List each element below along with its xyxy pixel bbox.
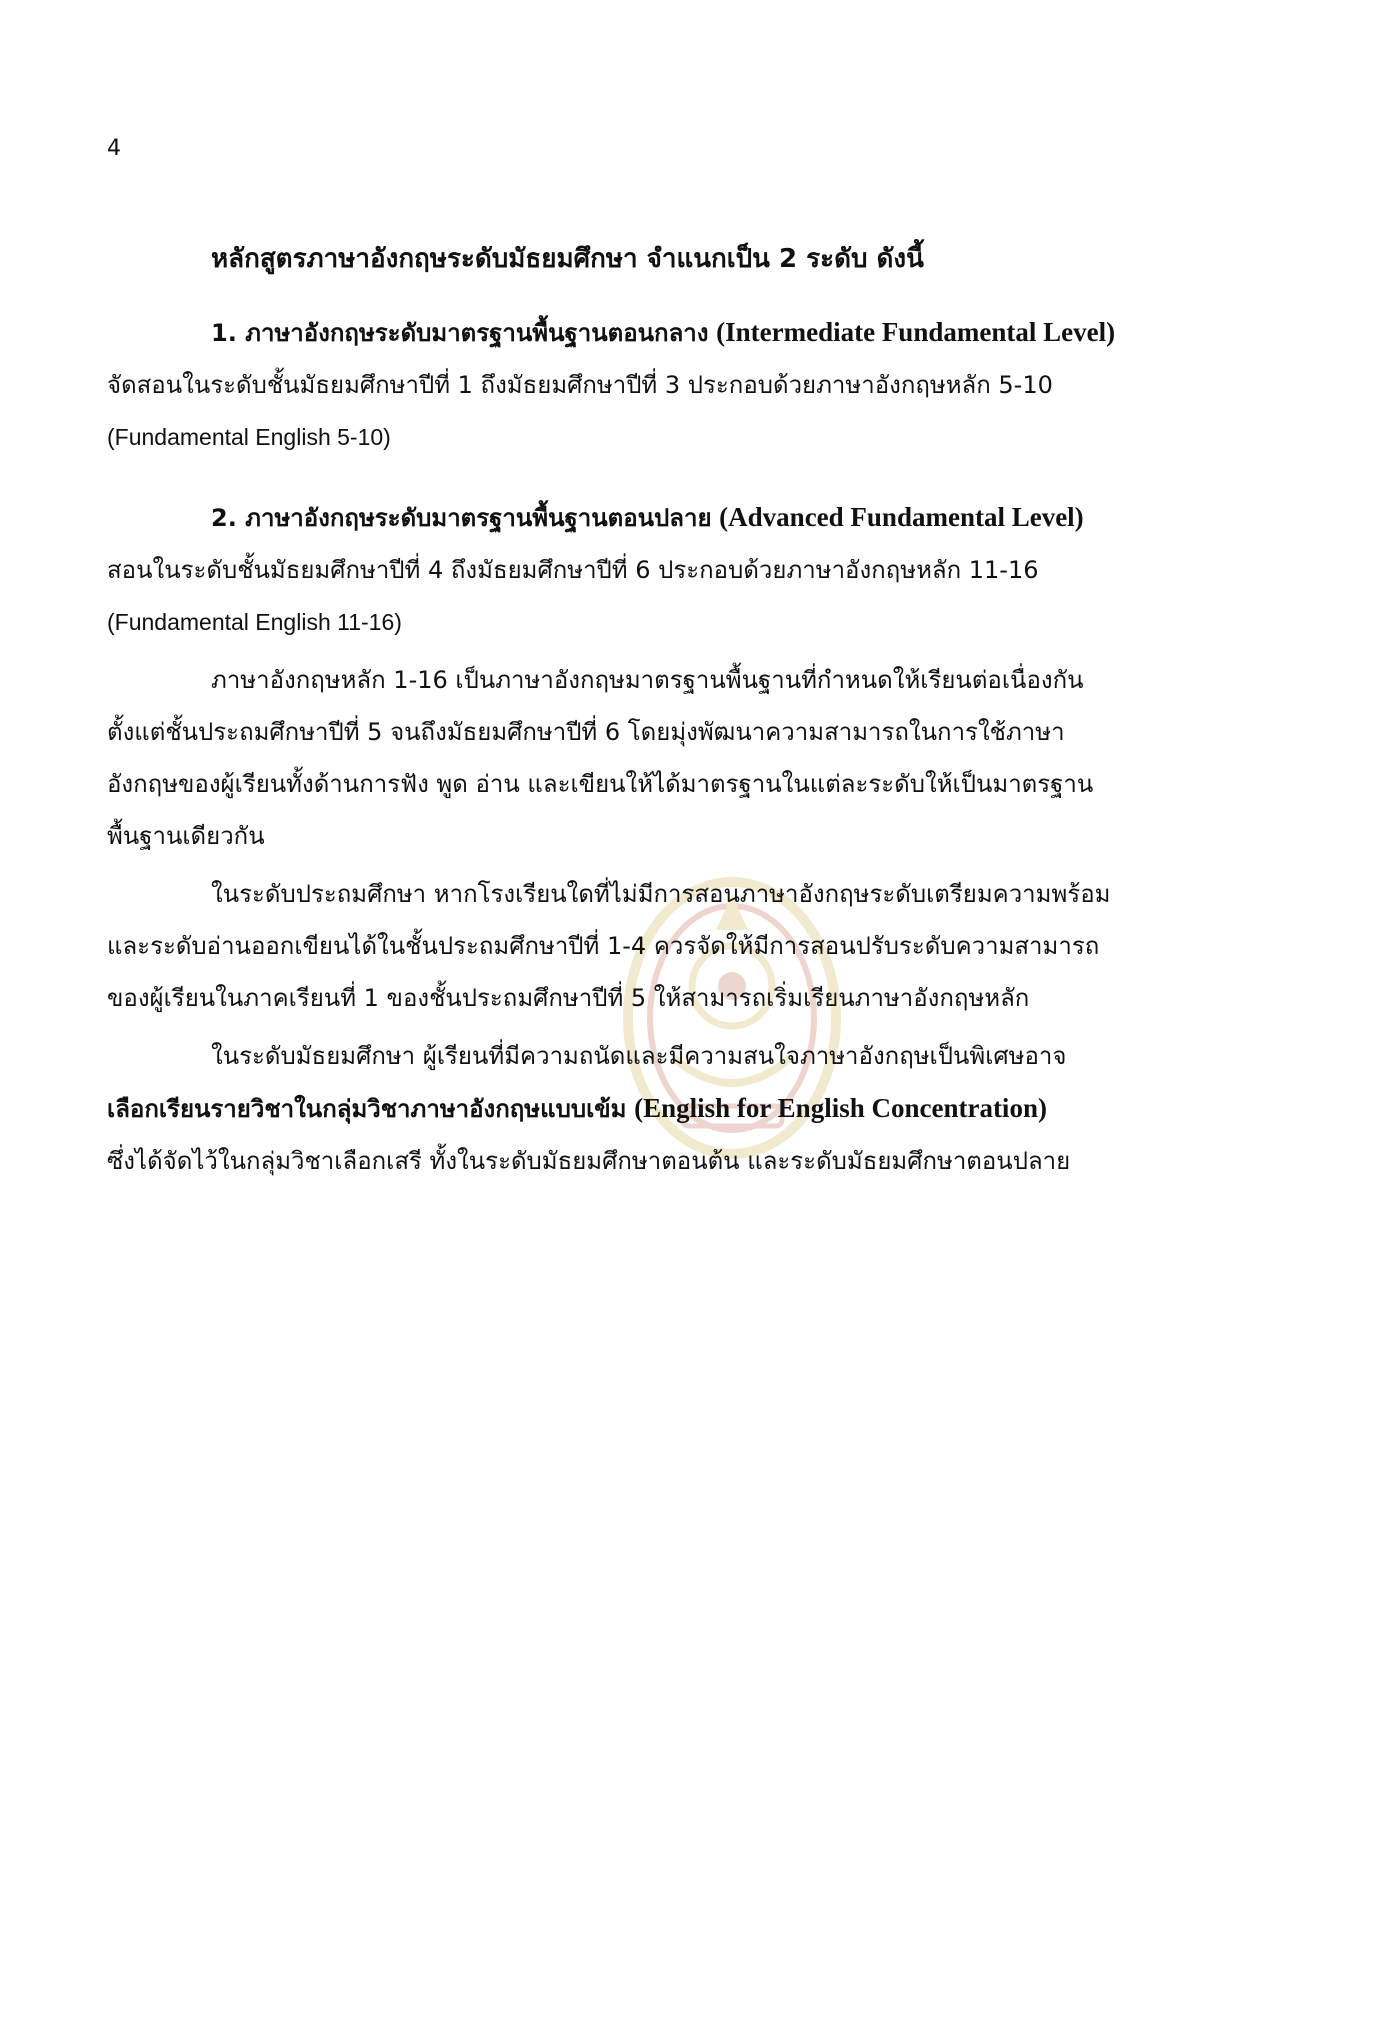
paragraph-3-line-3: อังกฤษของผู้เรียนทั้งด้านการฟัง พูด อ่าน และเขียนให้ได้มาตรฐานในแต่ละระดับให้เป็นมาตรฐาน — [107, 770, 1094, 798]
section-2 — [107, 491, 1267, 648]
paragraph-5-line-2-th: เลือกเรียนรายวิชาในกลุ่มวิชาภาษาอังกฤษแบบเข้ม — [107, 1095, 627, 1123]
page-number: 4 — [107, 136, 121, 161]
section-2-body: สอนในระดับชั้นมัธยมศึกษาปีที่ 4 ถึงมัธยมศึกษาปีที่ 6 ประกอบด้วยภาษาอังกฤษหลัก 11-16 — [107, 556, 1039, 584]
paragraph-5-line-1: ในระดับมัธยมศึกษา ผู้เรียนที่มีความถนัดและมีความสนใจภาษาอังกฤษเป็นพิเศษอาจ — [211, 1042, 1067, 1070]
section-2-title-th: 2. ภาษาอังกฤษระดับมาตรฐานพื้นฐานตอนปลาย — [211, 504, 712, 532]
document-body — [107, 236, 1267, 1187]
paragraph-3-line-2: ตั้งแต่ชั้นประถมศึกษาปีที่ 5 จนถึงมัธยมศึกษาปีที่ 6 โดยมุ่งพัฒนาความสามารถในการใช้ภาษา — [107, 718, 1065, 746]
section-1-title-th: 1. ภาษาอังกฤษระดับมาตรฐานพื้นฐานตอนกลาง — [211, 319, 709, 347]
paragraph-5-line-3: ซึ่งได้จัดไว้ในกลุ่มวิชาเลือกเสรี ทั้งในระดับมัธยมศึกษาตอนต้น และระดับมัธยมศึกษาตอนปลาย — [107, 1147, 1071, 1175]
paragraph-3-line-1: ภาษาอังกฤษหลัก 1-16 เป็นภาษาอังกฤษมาตรฐานพื้นฐานที่กำหนดให้เรียนต่อเนื่องกัน — [211, 666, 1084, 694]
paragraph-5-line-2-en: (English for English Concentration) — [634, 1093, 1047, 1123]
paragraph-secondary-level — [107, 1030, 1267, 1187]
section-1-title-en: (Intermediate Fundamental Level) — [716, 317, 1116, 347]
paragraph-3-line-4: พื้นฐานเดียวกัน — [107, 822, 265, 850]
section-2-title-en: (Advanced Fundamental Level) — [719, 502, 1084, 532]
paragraph-primary-level — [107, 868, 1267, 1024]
section-1-body: จัดสอนในระดับชั้นมัธยมศึกษาปีที่ 1 ถึงมัธยมศึกษาปีที่ 3 ประกอบด้วยภาษาอังกฤษหลัก 5-10 — [107, 371, 1053, 399]
paragraph-4-line-3: ของผู้เรียนในภาคเรียนที่ 1 ของชั้นประถมศึกษาปีที่ 5 ให้สามารถเริ่มเรียนภาษาอังกฤษหลัก — [107, 984, 1030, 1012]
section-1-note: (Fundamental English 5-10) — [107, 424, 391, 450]
paragraph-4-line-2: และระดับอ่านออกเขียนได้ในชั้นประถมศึกษาปีที่ 1-4 ควรจัดให้มีการสอนปรับระดับความสามารถ — [107, 932, 1100, 960]
document-heading: หลักสูตรภาษาอังกฤษระดับมัธยมศึกษา จำแนกเป็น 2 ระดับ ดังนี้ — [211, 244, 924, 274]
section-2-note: (Fundamental English 11-16) — [107, 609, 402, 635]
paragraph-fundamental-english — [107, 654, 1267, 862]
paragraph-4-line-1: ในระดับประถมศึกษา หากโรงเรียนใดที่ไม่มีการสอนภาษาอังกฤษระดับเตรียมความพร้อม — [211, 880, 1111, 908]
section-1 — [107, 306, 1267, 463]
